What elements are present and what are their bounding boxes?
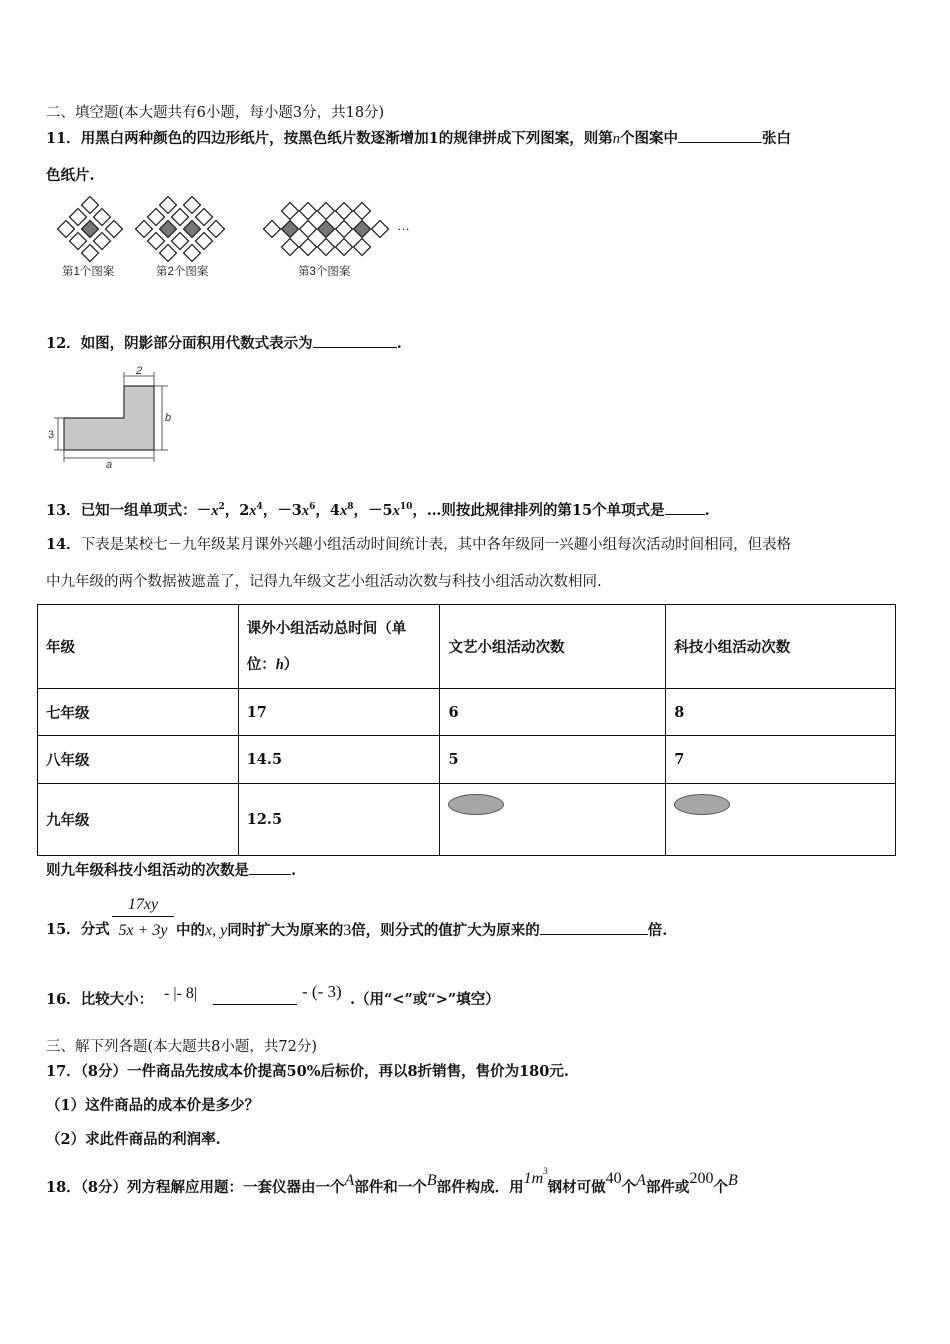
table-row	[38, 689, 896, 736]
question-13: 13．已知一组单项式：$-x^2$，$2x^4$，$-3x^6$，$4x^8$，$-5x^{10}$，…则按此规律排列的第15个单项式是 .	[46, 502, 710, 519]
header-grade: 年级	[38, 605, 239, 689]
header-tech: 科技小组活动次数	[666, 605, 896, 689]
question-12	[46, 333, 402, 354]
q16-right-expr: - (- 3)	[302, 982, 342, 1001]
q11-ellipsis: …	[397, 218, 410, 233]
q12-end: .	[396, 335, 402, 352]
q16-left-expr: - |- 8|	[164, 985, 198, 1002]
q15-denominator: 5x + 3y	[118, 922, 168, 939]
label-top: 2	[136, 365, 143, 377]
cell-grade: 八年级	[38, 736, 239, 784]
q14-question: 则九年级科技小组活动的次数是 .	[46, 862, 297, 879]
q12-shaded-figure	[44, 364, 184, 470]
q13-number: 13．	[46, 502, 81, 519]
q16-blank-wrap	[213, 990, 297, 1011]
question-17: 17．（8分）一件商品先按成本价提高50%后标价，再以8折销售，售价为180元.	[46, 1063, 569, 1080]
header-time: 课外小组活动总时间（单 位：h）	[238, 605, 440, 689]
question-15: 15．分式	[46, 921, 110, 938]
section-2-heading: 二、填空题(本大题共有6小题，每小题3分，共18分)	[46, 105, 385, 121]
cell-time: 17	[238, 689, 440, 736]
table-header-row	[38, 605, 896, 689]
q17-sub-2: （2）求此件商品的利润率.	[46, 1131, 221, 1148]
cell-tech-covered	[666, 784, 896, 856]
cell-arts: 6	[440, 689, 666, 736]
q11-text-b: 个图案中	[620, 130, 679, 147]
q14-answer-blank[interactable]	[249, 860, 291, 875]
pattern-2-label: 第2个图案	[156, 266, 209, 278]
label-bottom: a	[106, 459, 113, 470]
term-5: $-5x^{10}$	[368, 502, 413, 519]
question-18: 18．（8分）列方程解应用题：一套仪器由一个A部件和一个B部件构成．用$1m^3$钢材可做40个A部件或200个B	[46, 1166, 738, 1196]
pattern-2	[136, 197, 225, 262]
q12-text: 如图，阴影部分面积用代数式表示为	[80, 335, 313, 352]
q11-text-c: 张白	[762, 130, 792, 147]
q16-answer-blank[interactable]	[213, 990, 297, 1005]
q11-answer-blank[interactable]	[678, 128, 762, 143]
q13-answer-blank[interactable]	[665, 500, 705, 515]
section-3-heading: 三、解下列各题(本大题共8小题，共72分)	[46, 1039, 317, 1055]
q16-hint: .（用“<”或“>”填空）	[350, 991, 500, 1008]
question-15-rest: 中的x, y同时扩大为原来的3倍，则分式的值扩大为原来的 倍.	[176, 922, 668, 939]
header-arts: 文艺小组活动次数	[440, 605, 666, 689]
question-16: 16．比较大小：	[46, 991, 154, 1008]
cell-time: 14.5	[238, 736, 440, 784]
q11-text-a: 用黑白两种颜色的四边形纸片，按黑色纸片数逐渐增加1的规律拼成下列图案，则第	[80, 130, 613, 147]
q11-pattern-figure	[50, 196, 430, 288]
pattern-1-label: 第1个图案	[62, 266, 115, 278]
cell-time: 12.5	[238, 784, 440, 856]
label-left: 3	[48, 429, 55, 441]
table-row	[38, 784, 896, 856]
label-right: b	[165, 412, 172, 424]
q14-line-1: 14．下表是某校七－九年级某月课外兴趣小组活动时间统计表，其中各年级同一兴趣小组每次活动时间相同，但表格	[46, 536, 792, 553]
q13-suffix: ，…则按此规律排列的第15个单项式是	[412, 502, 665, 519]
cell-arts-covered	[440, 784, 666, 856]
q11-number: 11．	[46, 130, 81, 147]
question-11	[46, 128, 791, 149]
cell-arts: 5	[440, 736, 666, 784]
cell-grade: 七年级	[38, 689, 239, 736]
table-row	[38, 736, 896, 784]
q12-answer-blank[interactable]	[313, 333, 397, 348]
term-2: $2x^4$	[239, 502, 263, 519]
activity-table	[37, 604, 896, 856]
q13-prefix: 已知一组单项式：	[80, 502, 197, 519]
q11-var-n: n	[612, 131, 621, 147]
pattern-3	[264, 203, 389, 256]
q11-text-d: 色纸片.	[46, 167, 95, 184]
q15-numerator: 17xy	[112, 894, 174, 917]
pattern-1	[58, 197, 123, 262]
cell-grade: 九年级	[38, 784, 239, 856]
term-1: $-x^2$	[196, 502, 225, 519]
term-4: $4x^8$	[329, 502, 354, 519]
q15-answer-blank[interactable]	[540, 920, 648, 935]
pattern-3-label: 第3个图案	[298, 266, 351, 278]
term-3: $-3x^6$	[277, 502, 316, 519]
cover-oval	[448, 794, 504, 815]
cover-oval	[674, 794, 730, 815]
q12-number: 12．	[46, 335, 81, 352]
cell-tech: 7	[666, 736, 896, 784]
q14-line-2: 中九年级的两个数据被遮盖了，记得九年级文艺小组活动次数与科技小组活动次数相同.	[46, 574, 602, 590]
q17-sub-1: （1）这件商品的成本价是多少？	[46, 1097, 260, 1114]
cell-tech: 8	[666, 689, 896, 736]
shaded-region	[64, 386, 154, 450]
